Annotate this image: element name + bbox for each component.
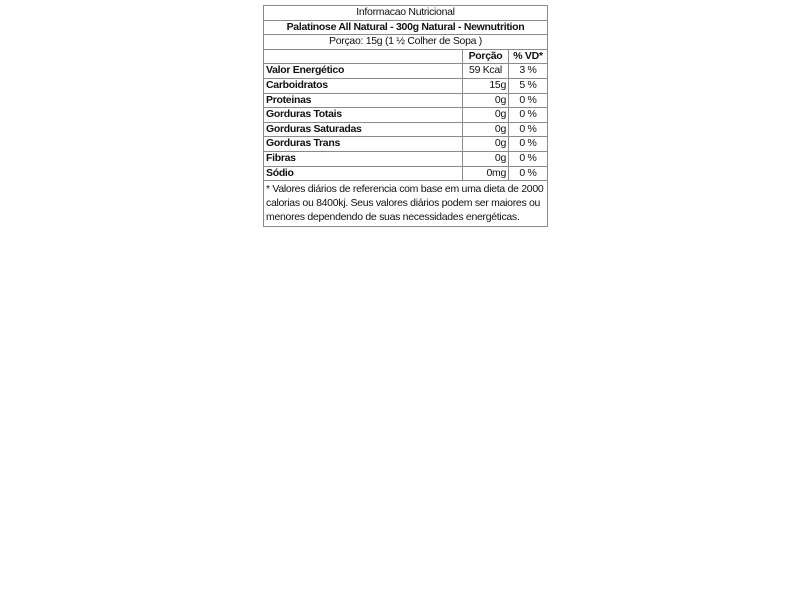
nutrition-table: [263, 5, 548, 227]
header-row: [264, 49, 548, 64]
nutrient-dv: 0 %: [509, 166, 548, 181]
nutrient-name: Gorduras Trans: [264, 137, 463, 152]
nutrient-portion: 0g: [463, 93, 509, 108]
nutrient-name: Valor Energético: [264, 64, 463, 79]
footnote: * Valores diários de referencia com base em uma dieta de 2000 calorias ou 8400kj. Seus valores diários podem ser maiores ou menores dependendo de suas necessidades energéticas.: [264, 181, 548, 227]
nutrient-portion: 0g: [463, 151, 509, 166]
nutrient-dv: 0 %: [509, 122, 548, 137]
nutrient-name: Proteinas: [264, 93, 463, 108]
nutrient-name: Fibras: [264, 151, 463, 166]
nutrient-portion: 0mg: [463, 166, 509, 181]
product-name: Palatinose All Natural - 300g Natural - Newnutrition: [264, 20, 548, 35]
nutrient-dv: 5 %: [509, 78, 548, 93]
nutrition-facts-panel: [263, 5, 547, 227]
table-row: [264, 64, 548, 79]
nutrient-name: Carboidratos: [264, 78, 463, 93]
header-dv: % VD*: [509, 49, 548, 64]
serving-size: Porçao: 15g (1 ½ Colher de Sopa ): [264, 35, 548, 50]
header-portion: Porção: [463, 49, 509, 64]
table-title: Informacao Nutricional: [264, 6, 548, 21]
table-row: [264, 151, 548, 166]
nutrient-portion: 0g: [463, 137, 509, 152]
nutrient-name: Gorduras Saturadas: [264, 122, 463, 137]
nutrient-dv: 3 %: [509, 64, 548, 79]
nutrient-name: Sódio: [264, 166, 463, 181]
table-row: [264, 166, 548, 181]
nutrient-name: Gorduras Totais: [264, 108, 463, 123]
header-blank: [264, 49, 463, 64]
nutrient-portion: 59 Kcal: [463, 64, 509, 79]
table-row: [264, 78, 548, 93]
table-row: [264, 137, 548, 152]
table-row: [264, 122, 548, 137]
nutrient-dv: 0 %: [509, 151, 548, 166]
nutrient-portion: 0g: [463, 108, 509, 123]
table-row: [264, 108, 548, 123]
nutrient-portion: 0g: [463, 122, 509, 137]
nutrient-dv: 0 %: [509, 137, 548, 152]
nutrient-dv: 0 %: [509, 93, 548, 108]
table-row: [264, 93, 548, 108]
nutrient-portion: 15g: [463, 78, 509, 93]
nutrient-dv: 0 %: [509, 108, 548, 123]
